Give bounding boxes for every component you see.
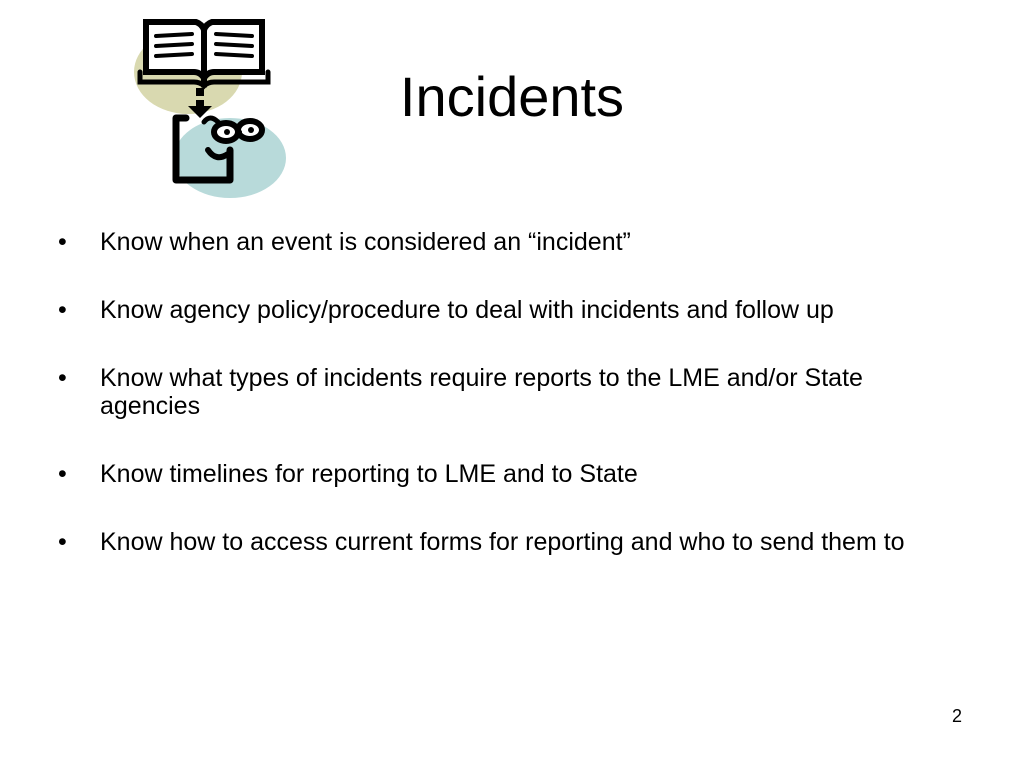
bullet-text: Know how to access current forms for reporting and who to send them to (100, 528, 905, 556)
bullet-text: Know timelines for reporting to LME and to State (100, 460, 638, 488)
bullet-text: Know agency policy/procedure to deal with incidents and follow up (100, 296, 834, 324)
bullet-dot: • (58, 528, 67, 556)
list-item (58, 364, 928, 420)
book-and-reader-icon (130, 10, 290, 200)
list-item (58, 528, 928, 556)
bullet-list (58, 228, 928, 596)
page-number: 2 (951, 706, 962, 726)
slide-title: Incidents (399, 65, 625, 128)
bullet-dot: • (58, 460, 67, 488)
list-item (58, 296, 928, 324)
bullet-text: Know when an event is considered an “incident” (100, 228, 631, 256)
list-item (58, 228, 928, 256)
bullet-text: Know what types of incidents require reports to the LME and/or State agencies (100, 364, 863, 420)
bullet-dot: • (58, 364, 67, 392)
bullet-dot: • (58, 228, 67, 256)
list-item (58, 460, 928, 488)
bullet-dot: • (58, 296, 67, 324)
